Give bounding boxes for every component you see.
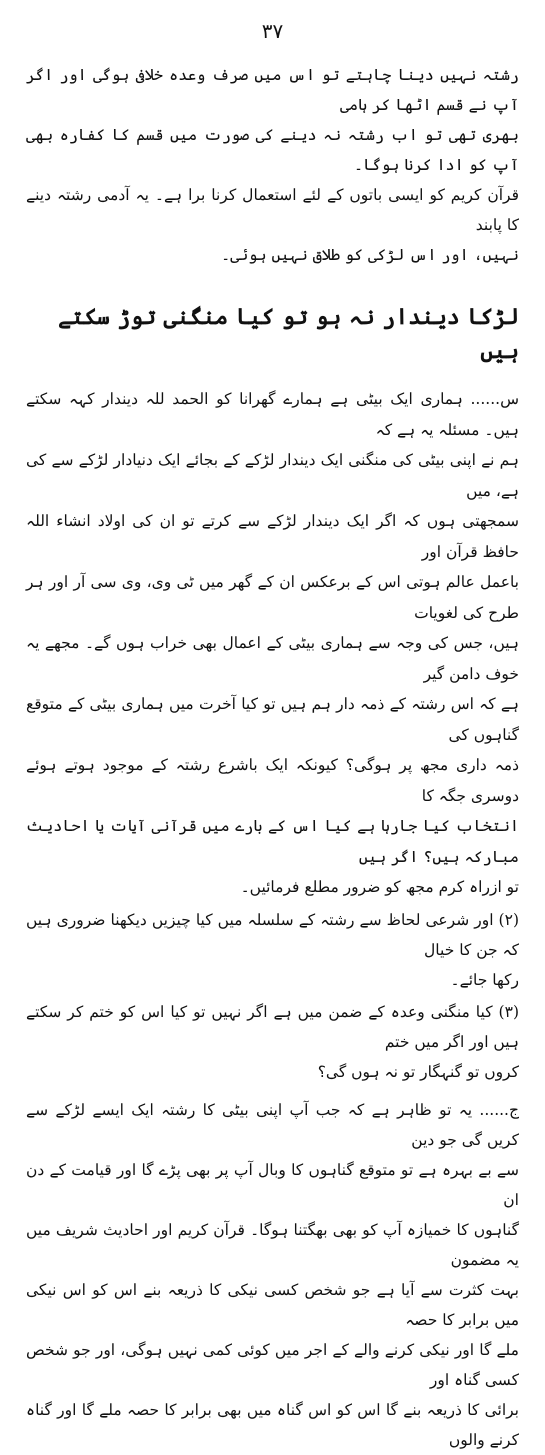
answer-paragraph [26, 1095, 519, 1455]
text-line: گناہوں کا خمیازہ آپ کو بھی بھگتنا ہوگا۔ قرآن کریم اور احادیث شریف میں یہ مضمون [26, 1220, 519, 1269]
text-line: نہیں، اور اس لڑکی کو طلاق نہیں ہوئی۔ [221, 246, 519, 264]
text-line: انتخاب کیا جارہا ہے کیا اس کے بارے میں قرآنی آیات یا احادیث مبارکہ ہیں؟ اگر ہیں [26, 817, 519, 866]
question-item-3 [26, 997, 519, 1087]
text-line: سمجھتی ہوں کہ اگر ایک دیندار لڑکے سے کرتے تو ان کی اولاد انشاء اللہ حافظ قرآن اور [26, 512, 519, 561]
text-line: بہت کثرت سے آیا ہے جو شخص کسی نیکی کا ذریعہ بنے اس کو اس نیکی میں برابر کا حصہ [26, 1280, 519, 1329]
page-number: ۳۷ [261, 19, 284, 43]
intro-paragraph [26, 60, 519, 270]
text-line: سے بے بہرہ ہے تو متوقع گناہوں کا وبال آپ پر بھی پڑے گا اور قیامت کے دن ان [26, 1160, 519, 1209]
question-paragraph [26, 384, 519, 903]
text-line: برائی کا ذریعہ بنے گا اس کو اس گناہ میں بھی برابر کا حصہ ملے گا اور گناہ کرنے والوں [26, 1400, 519, 1449]
text-line: ج...... یہ تو ظاہر ہے کہ جب آپ اپنی بیٹی کا رشتہ ایک ایسے لڑکے سے کریں گی جو دین [26, 1100, 519, 1149]
text-line: بھری تھی تو اب رشتہ نہ دینے کی صورت میں قسم کا کفارہ بھی آپ کو ادا کرنا ہوگا۔ [26, 126, 519, 174]
text-line: س...... ہماری ایک بیٹی ہے ہمارے گھرانا کو الحمد للہ دیندار کہہ سکتے ہیں۔ مسئلہ یہ ہے کہ [26, 390, 519, 439]
text-line: (۲) اور شرعی لحاظ سے رشتہ کے سلسلہ میں کیا چیزیں دیکھنا ضروری ہیں کہ جن کا خیال [26, 910, 519, 959]
question-item-2 [26, 905, 519, 995]
text-line: ہم نے اپنی بیٹی کی منگنی ایک دیندار لڑکے کے بجائے ایک دنیادار لڑکے سے کی ہے، میں [26, 451, 519, 500]
text-line: ہیں، جس کی وجہ سے ہماری بیٹی کے اعمال بھی خراب ہوں گے۔ مجھے یہ خوف دامن گیر [26, 634, 519, 683]
section-heading: لڑکا دیندار نہ ہو تو کیا منگنی توڑ سکتے ہیں [58, 304, 519, 364]
text-line: ذمہ داری مجھ پر ہوگی؟ کیونکہ ایک باشرع رشتہ کے موجود ہوتے ہوئے دوسری جگہ کا [26, 756, 519, 805]
text-line: (۳) کیا منگنی وعدہ کے ضمن میں ہے اگر نہیں تو کیا اس کو ختم کر سکتے ہیں اور اگر میں ختم [26, 1002, 519, 1051]
text-line: ہے کہ اس رشتہ کے ذمہ دار ہم ہیں تو کیا آخرت میں ہماری بیٹی کے متوقع گناہوں کی [26, 695, 519, 744]
text-line: رشتہ نہیں دینا چاہتے تو اس میں صرف وعدہ خلافی ہوگی اور اگر آپ نے قسم اٹھا کر ہامی [26, 66, 519, 114]
text-line: ملے گا اور نیکی کرنے والے کے اجر میں کوئی کمی نہیں ہوگی، اور جو شخص کسی گناہ اور [26, 1340, 519, 1389]
text-line: کروں تو گنہگار تو نہ ہوں گی؟ [317, 1062, 519, 1081]
text-line: باعمل عالم ہوتی اس کے برعکس ان کے گھر میں ٹی وی، وی سی آر اور ہر طرح کی لغویات [26, 573, 519, 622]
text-line: تو ازراہ کرم مجھ کو ضرور مطلع فرمائیں۔ [240, 878, 519, 896]
text-line: رکھا جائے۔ [450, 970, 519, 989]
text-line: قرآن کریم کو ایسی باتوں کے لئے استعمال کرنا برا ہے۔ یہ آدمی رشتہ دینے کا پابند [26, 186, 519, 234]
